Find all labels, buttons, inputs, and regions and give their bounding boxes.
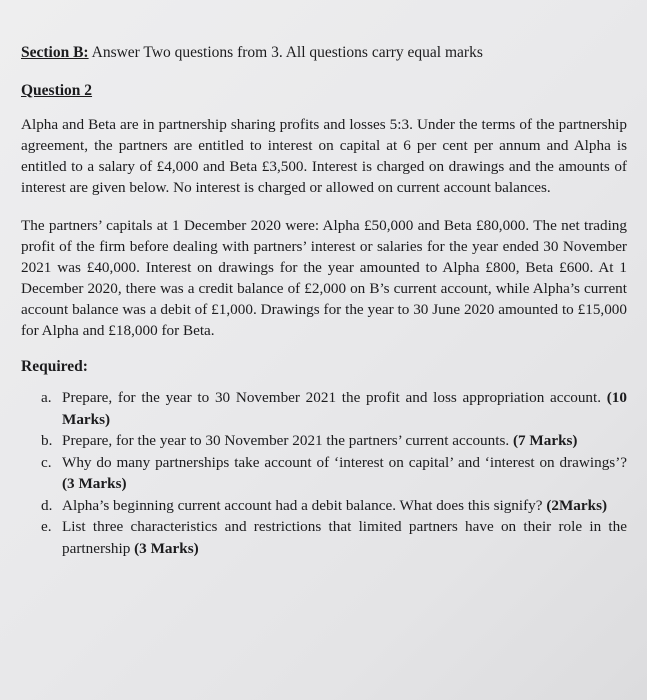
- task-item-b: [41, 430, 635, 452]
- required-heading: Required:: [21, 358, 88, 375]
- question-paragraph-2: The partners’ capitals at 1 December 2020 were: Alpha £50,000 and Beta £80,000. The net trading profit of the firm before dealing with partners’ interest or salaries for the year ended 30 November 2021 was £40,000. Interest on drawings for the year amounted to Alpha £800, Beta £600. At 1 December 2020, there was a credit balance of £2,000 on B’s current account, while Alpha’s current account balance was a debit of £1,000. Drawings for the year to 30 June 2020 amounted to £15,000 for Alpha and £18,000 for Beta.: [21, 217, 627, 339]
- task-marks: (2Marks): [546, 496, 608, 514]
- task-text: Why do many partnerships take account of ‘interest on capital’ and ‘interest on drawings’?: [62, 453, 627, 471]
- task-list: [21, 387, 635, 559]
- task-marks: (3 Marks): [134, 539, 199, 557]
- section-label: Section B:: [21, 44, 89, 61]
- task-letter: b.: [41, 432, 53, 449]
- question-title: Question 2: [21, 82, 93, 99]
- task-text: List three characteristics and restrictions that limited partners have on their role in the partnership: [62, 518, 627, 557]
- task-marks: (10 Marks): [62, 389, 627, 428]
- task-item-d: [41, 495, 635, 517]
- task-text: Alpha’s beginning current account had a debit balance. What does this signify?: [62, 496, 547, 514]
- task-letter: c.: [41, 453, 52, 471]
- task-item-c: [41, 452, 635, 495]
- task-letter: e.: [41, 518, 52, 535]
- section-heading: [21, 44, 635, 62]
- task-text: Prepare, for the year to 30 November 2021 the profit and loss appropriation account.: [62, 389, 607, 406]
- task-text: Prepare, for the year to 30 November 2021 the partners’ current accounts.: [62, 432, 513, 449]
- task-letter: d.: [41, 496, 53, 514]
- section-instructions: Answer Two questions from 3. All questions carry equal marks: [91, 44, 483, 61]
- task-marks: (3 Marks): [62, 475, 127, 492]
- task-marks: (7 Marks): [512, 432, 578, 449]
- task-item-e: [41, 516, 635, 559]
- question-paragraph-1: Alpha and Beta are in partnership sharing profits and losses 5:3. Under the terms of the partnership agreement, the partners are entitled to interest on capital at 6 per cent per annum and Alpha is entitled to a salary of £4,000 and Beta £3,500. Interest is charged on drawings and the amounts of interest are given below. No interest is charged or allowed on current account balances.: [21, 116, 627, 196]
- task-item-a: [41, 387, 635, 430]
- task-letter: a.: [41, 389, 52, 406]
